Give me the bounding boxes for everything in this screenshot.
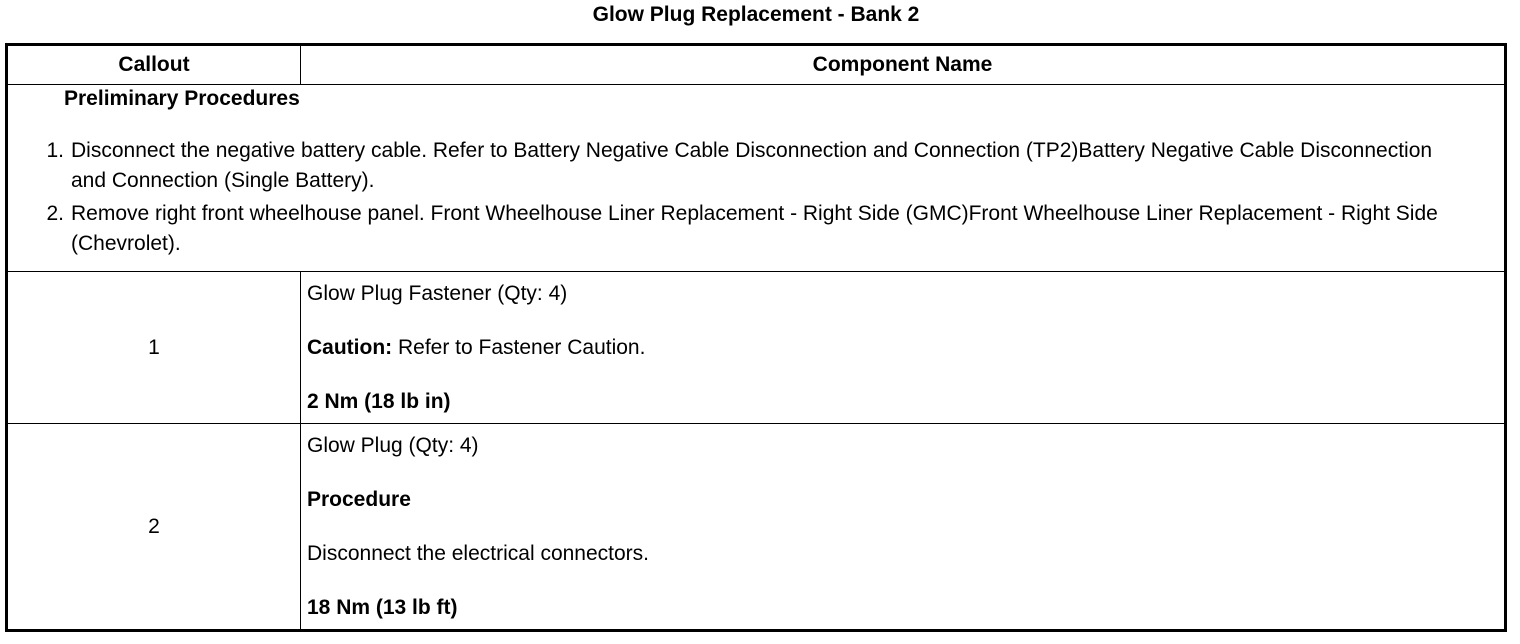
preliminary-steps-list	[8, 136, 1504, 259]
procedure-label: Procedure	[307, 488, 411, 511]
callout-cell: 2	[7, 424, 301, 631]
component-cell	[301, 424, 1506, 631]
list-item	[8, 199, 1504, 259]
step-text: Remove right front wheelhouse panel. Front Wheelhouse Liner Replacement - Right Side (GMC)Front Wheelhouse Liner Replacement - Right Side (Chevrolet).	[71, 202, 1438, 255]
preliminary-procedures-heading: Preliminary Procedures	[64, 87, 300, 110]
step-number: 2.	[46, 202, 64, 225]
torque-spec: 2 Nm (18 lb in)	[307, 390, 451, 413]
procedure-text: Disconnect the electrical connectors.	[307, 542, 649, 565]
preliminary-procedures-cell	[7, 85, 1506, 272]
preliminary-row	[7, 85, 1506, 272]
header-component-name: Component Name	[301, 45, 1506, 85]
component-table	[5, 43, 1507, 632]
list-item	[8, 136, 1504, 196]
step-number: 1.	[46, 139, 64, 162]
component-name: Glow Plug (Qty: 4)	[307, 434, 479, 457]
table-row	[7, 272, 1506, 424]
callout-cell: 1	[7, 272, 301, 424]
header-callout: Callout	[7, 45, 301, 85]
caution-note	[307, 334, 1498, 361]
caution-label: Caution:	[307, 336, 393, 359]
component-cell	[301, 272, 1506, 424]
page-title: Glow Plug Replacement - Bank 2	[592, 3, 920, 26]
caution-text: Refer to Fastener Caution.	[392, 336, 646, 359]
table-row	[7, 424, 1506, 631]
table-header-row	[7, 45, 1506, 85]
component-name: Glow Plug Fastener (Qty: 4)	[307, 282, 568, 305]
torque-spec: 18 Nm (13 lb ft)	[307, 596, 458, 619]
step-text: Disconnect the negative battery cable. Refer to Battery Negative Cable Disconnection and Connection (TP2)Battery Negative Cable Disconnection and Connection (Single Battery).	[71, 139, 1433, 192]
